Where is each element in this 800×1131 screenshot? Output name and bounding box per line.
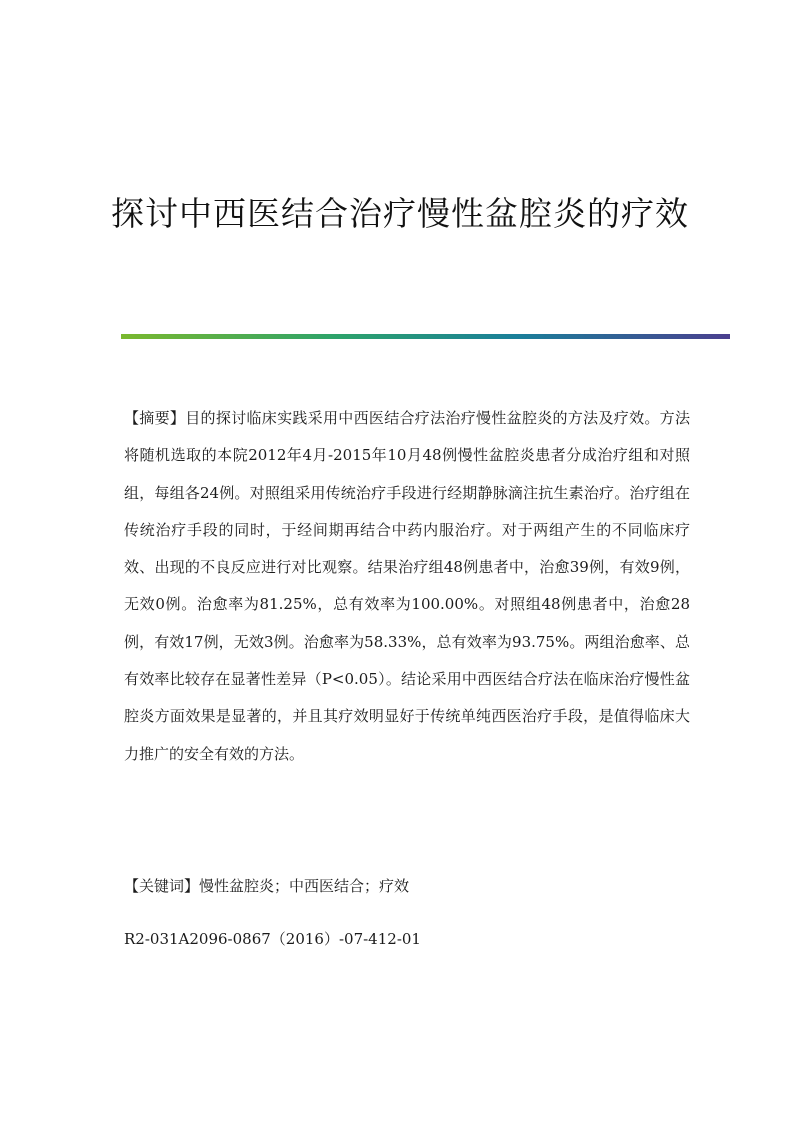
abstract-paragraph (124, 400, 690, 773)
abstract-label: 【摘要】 (124, 409, 186, 427)
keywords-text: 慢性盆腔炎；中西医结合；疗效 (199, 877, 410, 895)
title-divider (121, 334, 730, 339)
keywords-paragraph (124, 871, 690, 901)
classification-number: R2-031A2096-0867（2016）-07-412-01 (124, 930, 421, 948)
keywords-label: 【关键词】 (124, 877, 200, 895)
document-title: 探讨中西医结合治疗慢性盆腔炎的疗效 (111, 194, 689, 233)
abstract-text: 目的探讨临床实践采用中西医结合疗法治疗慢性盆腔炎的方法及疗效。方法将随机选取的本院2012年4月-2015年10月48例慢性盆腔炎患者分成治疗组和对照组，每组各24例。对照组采用传统治疗手段进行经期静脉滴注抗生素治疗。治疗组在传统治疗手段的同时，于经间期再结合中药内服治疗。对于两组产生的不同临床疗效、出现的不良反应进行对比观察。结果治疗组48例患者中，治愈39例，有效9例，无效0例。治愈率为81.25%，总有效率为100.00%。对照组48例患者中，治愈28例，有效17例，无效3例。治愈率为58.33%，总有效率为93.75%。两组治愈率、总有效率比较存在显著性差异（P<0.05）。结论采用中西医结合疗法在临床治疗慢性盆腔炎方面效果是显著的，并且其疗效明显好于传统单纯西医治疗手段，是值得临床大力推广的安全有效的方法。 (124, 409, 690, 763)
